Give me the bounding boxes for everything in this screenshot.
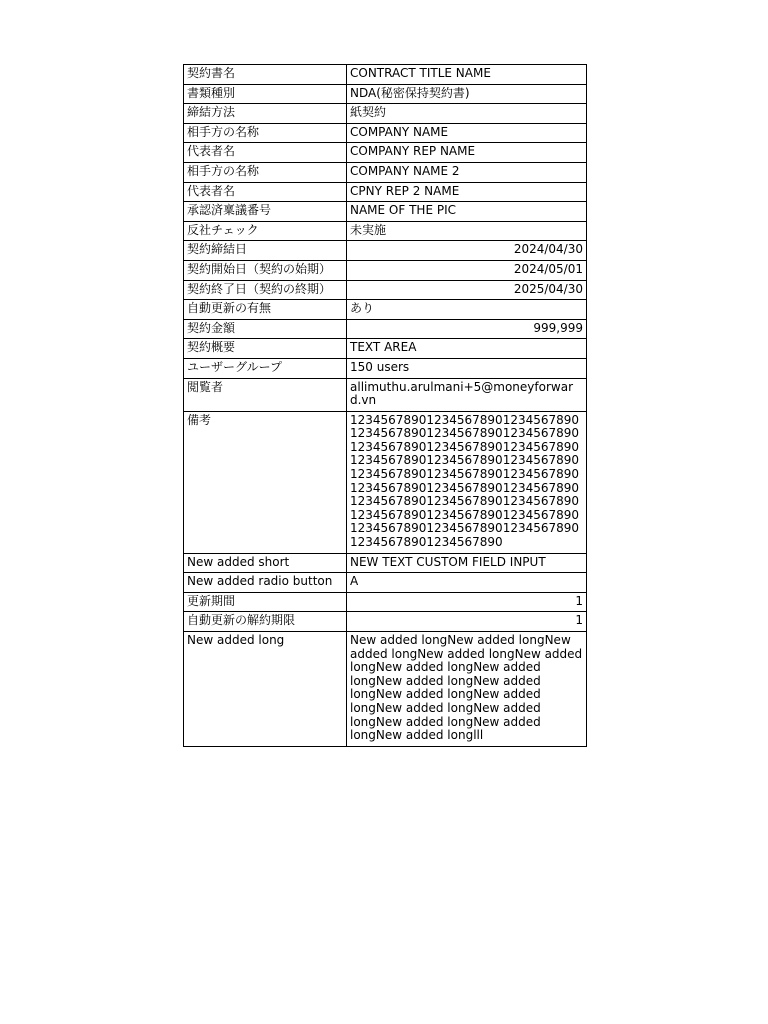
- field-value: CONTRACT TITLE NAME: [347, 65, 587, 85]
- row-remarks: [184, 411, 587, 553]
- row-new-added-radio: [184, 573, 587, 593]
- field-label: New added long: [184, 632, 347, 747]
- field-value: 150 users: [347, 358, 587, 378]
- row-auto-renewal: [184, 300, 587, 320]
- row-user-group: [184, 358, 587, 378]
- field-label: ユーザーグループ: [184, 358, 347, 378]
- contract-details-table: [183, 64, 587, 747]
- field-value: 1: [347, 612, 587, 632]
- field-value: CPNY REP 2 NAME: [347, 182, 587, 202]
- field-value: COMPANY NAME: [347, 123, 587, 143]
- field-value: NEW TEXT CUSTOM FIELD INPUT: [347, 553, 587, 573]
- row-renewal-period: [184, 592, 587, 612]
- field-value: 未実施: [347, 221, 587, 241]
- field-value: COMPANY REP NAME: [347, 143, 587, 163]
- row-representative-name-2: [184, 182, 587, 202]
- row-contract-summary: [184, 339, 587, 359]
- row-cancellation-deadline: [184, 612, 587, 632]
- field-value: 12345678901234567890123456789012345678901234567890123456789012345678901234567890123456789012345678901234567890123456789012345678901234567890123456789012345678901234567890123456789012345678901234567890123456789012345678901234567890123456789012345678901234567890123456789012345678901234567890: [347, 411, 587, 553]
- field-label: 締結方法: [184, 104, 347, 124]
- field-value: allimuthu.arulmani+5@moneyforward.vn: [347, 378, 587, 411]
- field-value: あり: [347, 300, 587, 320]
- field-label: 備考: [184, 411, 347, 553]
- field-label: 反社チェック: [184, 221, 347, 241]
- field-value: 1: [347, 592, 587, 612]
- field-label: 契約概要: [184, 339, 347, 359]
- row-conclusion-date: [184, 241, 587, 261]
- field-label: 自動更新の有無: [184, 300, 347, 320]
- row-document-type: [184, 84, 587, 104]
- field-label: 相手方の名称: [184, 162, 347, 182]
- field-value: 2025/04/30: [347, 280, 587, 300]
- field-label: 契約終了日（契約の終期）: [184, 280, 347, 300]
- row-counterparty-name-2: [184, 162, 587, 182]
- field-label: 更新期間: [184, 592, 347, 612]
- field-label: 相手方の名称: [184, 123, 347, 143]
- row-antisocial-check: [184, 221, 587, 241]
- field-value: NAME OF THE PIC: [347, 202, 587, 222]
- field-value: 999,999: [347, 319, 587, 339]
- field-label: 自動更新の解約期限: [184, 612, 347, 632]
- row-approval-number: [184, 202, 587, 222]
- field-value: 2024/04/30: [347, 241, 587, 261]
- row-new-added-short: [184, 553, 587, 573]
- row-start-date: [184, 260, 587, 280]
- row-end-date: [184, 280, 587, 300]
- field-label: 書類種別: [184, 84, 347, 104]
- field-label: 代表者名: [184, 182, 347, 202]
- row-representative-name: [184, 143, 587, 163]
- row-counterparty-name: [184, 123, 587, 143]
- row-new-added-long: [184, 632, 587, 747]
- field-label: 承認済稟議番号: [184, 202, 347, 222]
- field-label: 閲覧者: [184, 378, 347, 411]
- field-value: 2024/05/01: [347, 260, 587, 280]
- field-label: 契約書名: [184, 65, 347, 85]
- row-contract-title: [184, 65, 587, 85]
- row-contract-amount: [184, 319, 587, 339]
- field-value: New added longNew added longNew added longNew added longNew added longNew added longNew added longNew added longNew added longNew added longNew added longNew added longNew added longNew added longNew added longNew added longlll: [347, 632, 587, 747]
- field-value: TEXT AREA: [347, 339, 587, 359]
- field-label: 契約金額: [184, 319, 347, 339]
- field-label: 代表者名: [184, 143, 347, 163]
- field-value: 紙契約: [347, 104, 587, 124]
- field-label: 契約開始日（契約の始期）: [184, 260, 347, 280]
- field-value: NDA(秘密保持契約書): [347, 84, 587, 104]
- field-value: COMPANY NAME 2: [347, 162, 587, 182]
- row-viewer: [184, 378, 587, 411]
- field-label: New added short: [184, 553, 347, 573]
- field-label: New added radio button: [184, 573, 347, 593]
- field-label: 契約締結日: [184, 241, 347, 261]
- row-conclusion-method: [184, 104, 587, 124]
- field-value: A: [347, 573, 587, 593]
